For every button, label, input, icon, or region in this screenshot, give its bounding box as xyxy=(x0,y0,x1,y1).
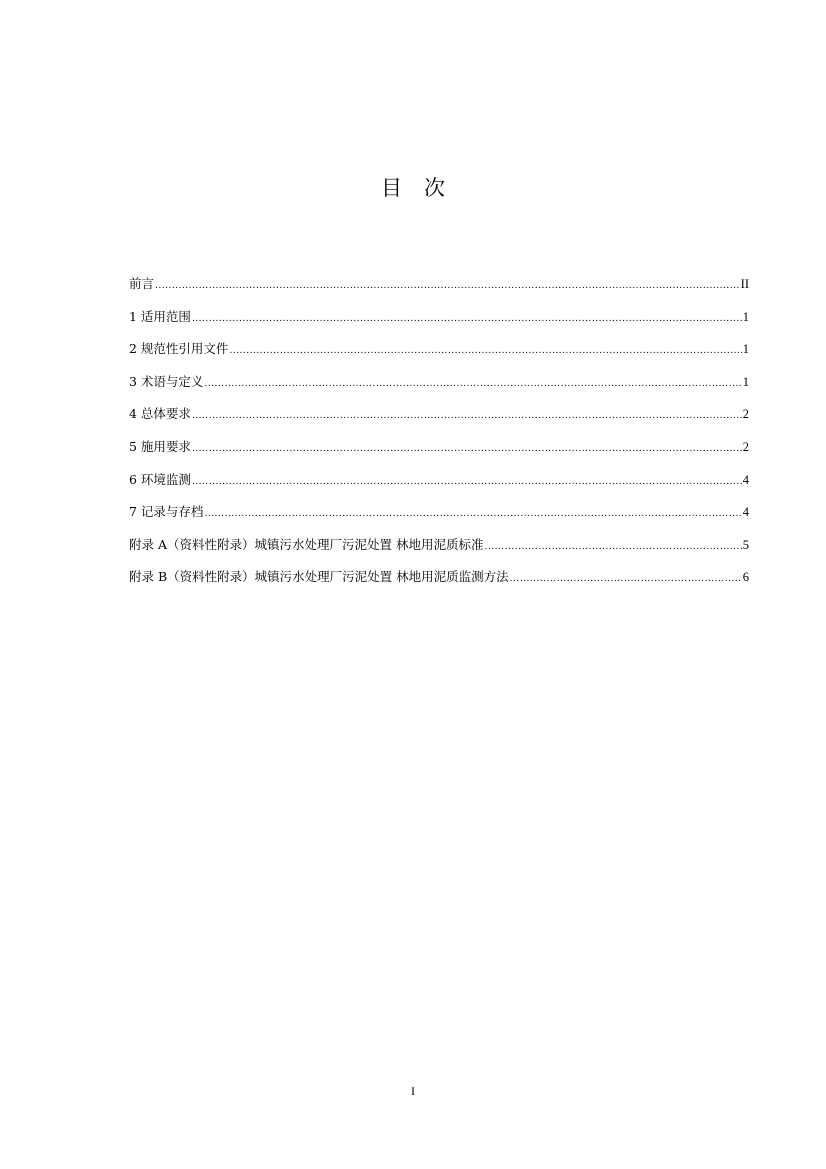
toc-entry-terms-definitions[interactable] xyxy=(129,372,749,405)
toc-entry-label: 5 施用要求 xyxy=(129,438,191,454)
toc-leader-dots xyxy=(204,374,741,394)
toc-entry-label: 7 记录与存档 xyxy=(129,504,204,520)
toc-leader-dots xyxy=(192,472,742,492)
toc-entry-page: 1 xyxy=(742,342,749,357)
toc-leader-dots xyxy=(510,569,742,589)
toc-leader-dots xyxy=(484,537,741,557)
toc-entry-environmental-monitoring[interactable] xyxy=(129,470,749,503)
toc-entry-page: 4 xyxy=(742,472,749,487)
toc-entry-label: 附录 B（资料性附录）城镇污水处理厂污泥处置 林地用泥质监测方法 xyxy=(129,569,509,585)
toc-entry-preface[interactable] xyxy=(129,274,749,307)
toc-entry-label: 附录 A（资料性附录）城镇污水处理厂污泥处置 林地用泥质标准 xyxy=(129,536,484,552)
toc-leader-dots xyxy=(155,276,740,296)
toc-entry-appendix-a[interactable] xyxy=(129,535,749,568)
toc-entry-label: 6 环境监测 xyxy=(129,471,191,487)
toc-entry-appendix-b[interactable] xyxy=(129,567,749,600)
toc-title: 目次 xyxy=(381,176,467,200)
toc-entry-application-requirements[interactable] xyxy=(129,437,749,470)
toc-entry-page: 4 xyxy=(742,505,749,520)
toc-entry-records-archiving[interactable] xyxy=(129,502,749,535)
toc-leader-dots xyxy=(192,309,742,329)
footer-page-number: I xyxy=(411,1084,415,1098)
toc-entry-label: 前言 xyxy=(129,276,155,291)
toc-entry-page: 5 xyxy=(742,537,749,552)
toc-entry-page: II xyxy=(740,277,749,291)
toc-entry-page: 2 xyxy=(742,407,749,422)
toc-entry-general-requirements[interactable] xyxy=(129,404,749,437)
toc-entry-label: 1 适用范围 xyxy=(129,308,191,324)
toc-leader-dots xyxy=(192,439,742,459)
toc-leader-dots xyxy=(192,406,742,426)
toc-entry-label: 4 总体要求 xyxy=(129,406,191,422)
toc-entry-page: 2 xyxy=(742,439,749,454)
toc-entry-page: 6 xyxy=(742,570,749,585)
toc-leader-dots xyxy=(204,504,741,524)
toc-entry-scope[interactable] xyxy=(129,307,749,340)
toc-entry-normative-references[interactable] xyxy=(129,339,749,372)
toc-entry-label: 2 规范性引用文件 xyxy=(129,341,229,357)
toc-entry-page: 1 xyxy=(742,374,749,389)
toc-entry-page: 1 xyxy=(742,309,749,324)
toc-leader-dots xyxy=(229,341,741,361)
toc-entry-label: 3 术语与定义 xyxy=(129,373,204,389)
table-of-contents xyxy=(129,274,749,600)
